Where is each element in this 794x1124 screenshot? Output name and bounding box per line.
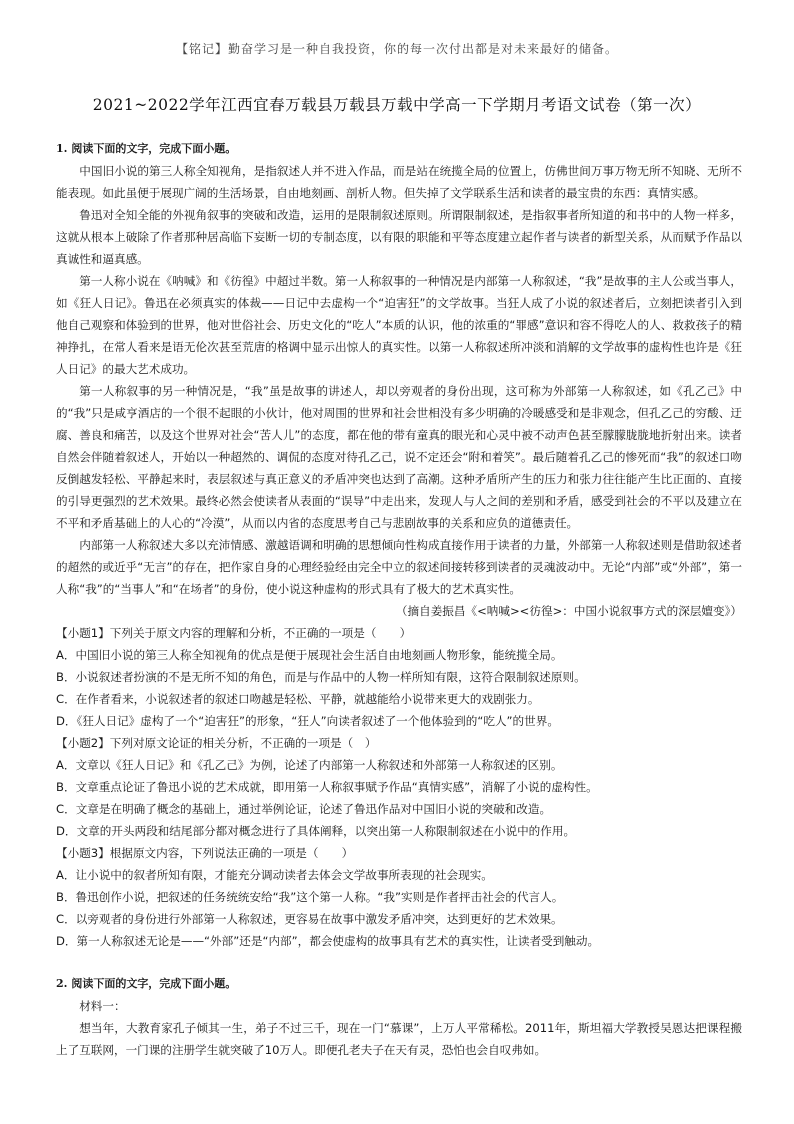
- option-b: B．文章重点论证了鲁迅小说的艺术成就，即用第一人称叙事赋予作品“真情实感”，消解了小说的虚构性。: [56, 780, 598, 794]
- passage-paragraph: 中国旧小说的第三人称全知视角，是指叙述人并不进入作品，而是站在统揽全局的位置上，仿佛世间万事万物无所不知晓、无所不能表现。如此虽便于展现广阔的生活场景，自由地刻画、剖析人物。但失掉了文学联系生活和读者的最宝贵的东西：真情实感。: [56, 164, 742, 200]
- subquestion-1-stem: 【小题1】下列关于原文内容的理解和分析，不正确的一项是（ ）: [56, 626, 412, 640]
- subquestion-2-stem: 【小题2】下列对原文论证的相关分析，不正确的一项是（ ）: [56, 736, 377, 750]
- question-1-heading: 1. 阅读下面的文字，完成下面小题。: [56, 142, 237, 155]
- subquestion-3-stem: 【小题3】根据原文内容，下列说法正确的一项是（ ）: [56, 846, 354, 860]
- passage-paragraph: 内部第一人称叙述大多以充沛情感、激越语调和明确的思想倾向性构成直接作用于读者的力量，外部第一人称叙述则是借助叙述者的超然的或近乎“无言”的存在，把作家自身的心理经验经由完全中立的叙述间接转移到读者的灵魂波动中。无论“内部”或“外部”，第一人称“我”的“当事人”和“在场者”的身份，使小说这种虚构的形式具有了极大的艺术真实性。: [56, 538, 742, 596]
- passage-paragraph: 想当年，大教育家孔子倾其一生，弟子不过三千，现在一门“慕课”，上万人平常稀松。2011年，斯坦福大学教授吴恩达把课程搬上了互联网，一门课的注册学生就突破了10万人。即便孔老夫子在天有灵，恐怕也会自叹弗如。: [56, 1021, 742, 1057]
- option-b: B．小说叙述者扮演的不是无所不知的角色，而是与作品中的人物一样所知有限，这符合限制叙述原则。: [56, 670, 586, 684]
- option-b: B．鲁迅创作小说，把叙述的任务统统安给“我”这个第一人称。“我”实则是作者抨击社会的代言人。: [56, 890, 564, 904]
- option-d: D．《狂人日记》虚构了一个“迫害狂”的形象，“狂人”向读者叙述了一个他体验到的“吃人”的世界。: [56, 714, 559, 728]
- passage-paragraph: 鲁迅对全知全能的外视角叙事的突破和改造，运用的是限制叙述原则。所谓限制叙述，是指叙事者所知道的和书中的人物一样多，这就从根本上破除了作者那种居高临下妄断一切的专制态度，以有限的职能和平等态度建立起作者与读者的新型关系，从而赋予作品以真诚性和逼真感。: [56, 208, 742, 266]
- option-a: A．中国旧小说的第三人称全知视角的优点是便于展现社会生活自由地刻画人物形象，能统揽全局。: [56, 648, 563, 662]
- option-c: C．在作者看来，小说叙述者的叙述口吻越是轻松、平静，就越能给小说带来更大的戏剧张力。: [56, 692, 540, 706]
- question-2-heading: 2. 阅读下面的文字，完成下面小题。: [56, 977, 237, 990]
- passage-paragraph: 第一人称叙事的另一种情况是，“我”虽是故事的讲述人，却以旁观者的身份出现，这可称为外部第一人称叙述，如《孔乙己》中的“我”只是咸亨酒店的一个很不起眼的小伙计，他对周围的世界和社会世相没有多少明确的冷暖感受和是非观念，但孔乙己的穷酸、迂腐、善良和痛苦，以及这个世界对社会“苦人儿”的态度，都在他的带有童真的眼光和心灵中被不动声色甚至朦朦胧胧地折射出来。读者自然会伴随着叙述人，开始以一种超然的、调侃的态度对待孔乙己，说不定还会“附和着笑”。最后随着孔乙己的惨死而“我”的叙述口吻反倒越发轻松、平静起来时，表层叙述与真正意义的矛盾冲突也达到了高潮。这种矛盾所产生的压力和张力往往能产生比正面的、直接的引导更强烈的艺术效果。最终必然会使读者从表面的“误导”中走出来，发现人与人之间的差别和矛盾，感受到社会的不平以及建立在不平和矛盾基础上的人心的“冷漠”，从而以内省的态度思考自己与悲剧故事的关系和应负的道德责任。: [56, 384, 742, 530]
- header-motto: 【铭记】勤奋学习是一种自我投资，你的每一次付出都是对未来最好的储备。: [175, 42, 618, 56]
- option-a: A．文章以《狂人日记》和《孔乙己》为例，论述了内部第一人称叙述和外部第一人称叙述的区别。: [56, 758, 563, 772]
- option-d: D．文章的开头两段和结尾部分都对概念进行了具体阐释，以突出第一人称限制叙述在小说中的作用。: [56, 824, 576, 838]
- option-c: C．文章是在明确了概念的基础上，通过举例论证，论述了鲁迅作品对中国旧小说的突破和改造。: [56, 802, 552, 816]
- section-gap: [56, 952, 742, 973]
- option-d: D．第一人称叙述无论是——“外部”还是“内部”，都会使虚构的故事具有艺术的真实性，让读者受到触动。: [56, 934, 600, 948]
- option-c: C．以旁观者的身份进行外部第一人称叙述，更容易在故事中激发矛盾冲突，达到更好的艺术效果。: [56, 912, 563, 926]
- passage-source: （摘自姜振昌《<呐喊><彷徨>：中国小说叙事方式的深层嬗变》）: [395, 604, 742, 618]
- material-label: 材料一：: [79, 999, 126, 1013]
- exam-content: [56, 138, 742, 1061]
- page-title: 2021~2022学年江西宜春万载县万载县万载中学高一下学期月考语文试卷（第一次）: [92, 96, 702, 114]
- passage-paragraph: 第一人称小说在《呐喊》和《彷徨》中超过半数。第一人称叙事的一种情况是内部第一人称叙述，“我”是故事的主人公或当事人，如《狂人日记》。鲁迅在必须真实的体裁——日记中去虚构一个“迫害狂”的文学故事。当狂人成了小说的叙述者后，立刻把读者引入到他自己观察和体验到的世界，他对世俗社会、历史文化的“吃人”本质的认识，他的浓重的“罪感”意识和容不得吃人的人、救救孩子的精神挣扎，在常人看来是语无伦次甚至荒唐的格调中显示出惊人的真实性。以第一人称叙述所冲淡和消解的文学故事的虚构性也许是《狂人日记》的最大艺术成功。: [56, 274, 742, 376]
- option-a: A．让小说中的叙者所知有限，才能充分调动读者去体会文学故事所表现的社会现实。: [56, 868, 493, 882]
